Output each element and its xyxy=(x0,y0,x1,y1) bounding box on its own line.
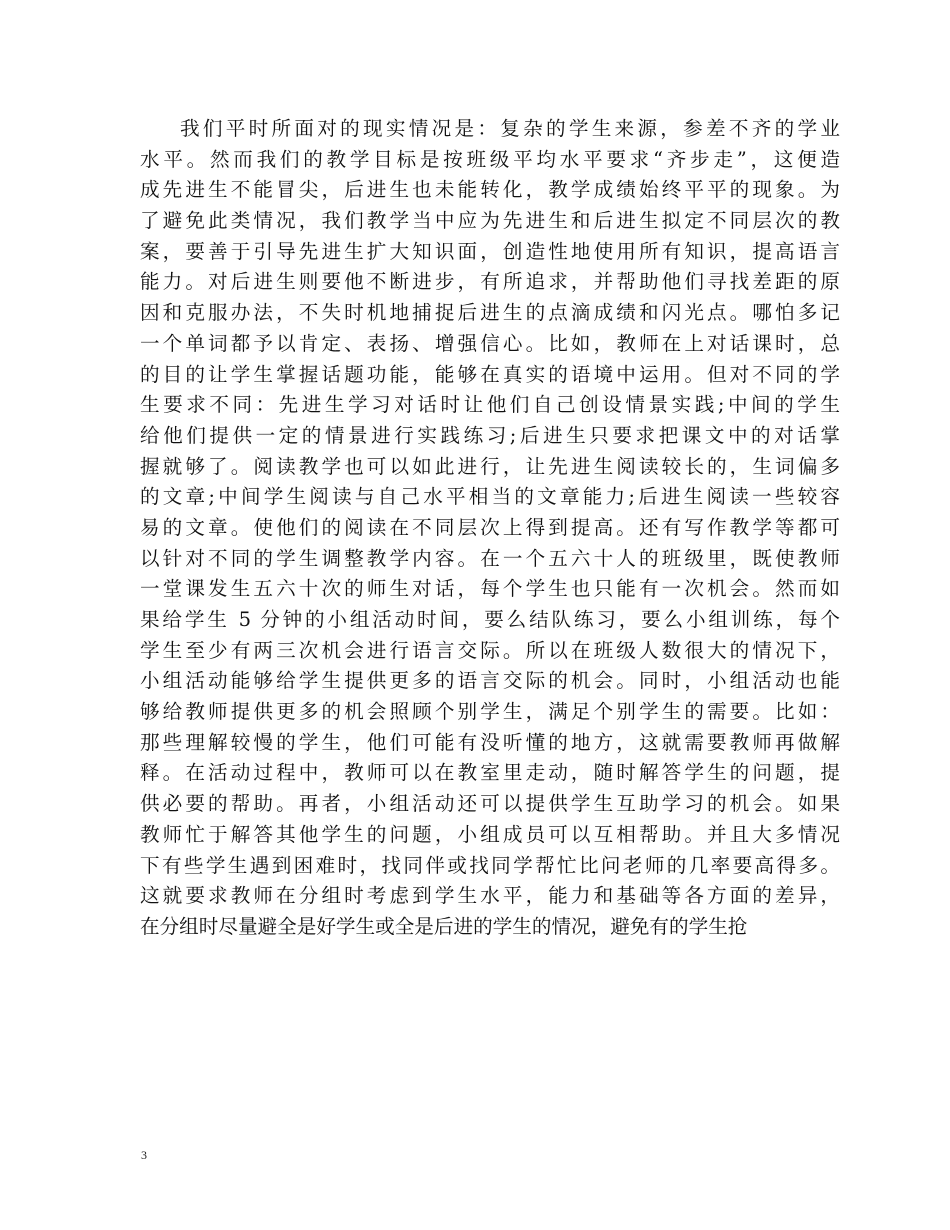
paragraph-line: 因和克服办法，不失时机地捕捉后进生的点滴成绩和闪光点。哪怕多记 xyxy=(140,301,840,325)
paragraph-line: 生要求不同：先进生学习对话时让他们自己创设情景实践;中间的学生 xyxy=(140,393,840,417)
paragraph-line: 了避免此类情况，我们教学当中应为先进生和后进生拟定不同层次的教 xyxy=(140,209,840,233)
paragraph-line: 成先进生不能冒尖，后进生也未能转化，教学成绩始终平平的现象。为 xyxy=(140,178,840,202)
paragraph-line: 易的文章。使他们的阅读在不同层次上得到提高。还有写作教学等都可 xyxy=(140,515,840,539)
paragraph-line: 的文章;中间学生阅读与自己水平相当的文章能力;后进生阅读一些较容 xyxy=(140,485,840,509)
paragraph-line: 教师忙于解答其他学生的问题，小组成员可以互相帮助。并且大多情况 xyxy=(140,822,840,846)
paragraph-line: 一堂课发生五六十次的师生对话，每个学生也只能有一次机会。然而如 xyxy=(140,577,840,601)
paragraph-line: 供必要的帮助。再者，小组活动还可以提供学生互助学习的机会。如果 xyxy=(140,792,840,816)
paragraph-line: 小组活动能够给学生提供更多的语言交际的机会。同时，小组活动也能 xyxy=(140,669,840,693)
paragraph-line: 这就要求教师在分组时考虑到学生水平，能力和基础等各方面的差异， xyxy=(140,884,840,908)
paragraph-line: 能力。对后进生则要他不断进步，有所追求，并帮助他们寻找差距的原 xyxy=(140,270,840,294)
paragraph-line: 的目的让学生掌握话题功能，能够在真实的语境中运用。但对不同的学 xyxy=(140,362,840,386)
paragraph-line: 水平。然而我们的教学目标是按班级平均水平要求“齐步走”，这便造 xyxy=(140,147,840,171)
paragraph-line: 给他们提供一定的情景进行实践练习;后进生只要求把课文中的对话掌 xyxy=(140,423,840,447)
paragraph-line: 一个单词都予以肯定、表扬、增强信心。比如，教师在上对话课时，总 xyxy=(140,331,840,355)
paragraph-line: 下有些学生遇到困难时，找同伴或找同学帮忙比问老师的几率要高得多。 xyxy=(140,853,840,877)
paragraph-line: 案，要善于引导先进生扩大知识面，创造性地使用所有知识，提高语言 xyxy=(140,239,840,263)
paragraph-line: 果给学生 5 分钟的小组活动时间，要么结队练习，要么小组训练，每个 xyxy=(140,608,840,631)
paragraph-line: 在分组时尽量避全是好学生或全是后进的学生的情况，避免有的学生抢 xyxy=(140,914,748,938)
paragraph-line: 学生至少有两三次机会进行语言交际。所以在班级人数很大的情况下， xyxy=(140,638,840,662)
paragraph-line: 以针对不同的学生调整教学内容。在一个五六十人的班级里，既使教师 xyxy=(140,546,840,570)
paragraph-line: 那些理解较慢的学生，他们可能有没听懂的地方，这就需要教师再做解 xyxy=(140,730,840,754)
paragraph-line: 释。在活动过程中，教师可以在教室里走动，随时解答学生的问题，提 xyxy=(140,761,840,785)
paragraph-line: 我们平时所面对的现实情况是：复杂的学生来源，参差不齐的学业 xyxy=(180,117,840,140)
paragraph-line: 握就够了。阅读教学也可以如此进行，让先进生阅读较长的，生词偏多 xyxy=(140,454,840,478)
body-paragraph xyxy=(140,114,840,943)
page-number: 3 xyxy=(141,1148,147,1162)
paragraph-line: 够给教师提供更多的机会照顾个别学生，满足个别学生的需要。比如： xyxy=(140,700,840,724)
